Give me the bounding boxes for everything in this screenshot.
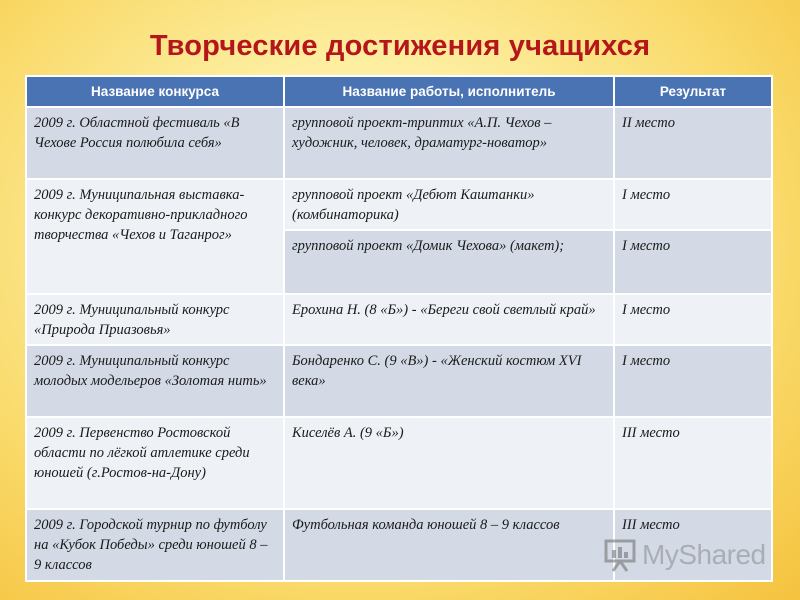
result-cell: I место [614, 179, 772, 230]
header-contest: Название конкурса [26, 76, 284, 107]
contest-cell: 2009 г. Муниципальный конкурс молодых модельеров «Золотая нить» [26, 345, 284, 417]
work-cell: Ерохина Н. (8 «Б») - «Береги свой светлый край» [284, 294, 614, 345]
result-cell: III место [614, 509, 772, 581]
result-cell: III место [614, 417, 772, 509]
result-cell: I место [614, 294, 772, 345]
achievements-table [25, 75, 773, 582]
table-row [26, 345, 772, 417]
work-cell: Бондаренко С. (9 «В») - «Женский костюм XVI века» [284, 345, 614, 417]
result-cell: II место [614, 107, 772, 179]
presentation-board-icon [604, 538, 636, 572]
table-row [26, 179, 772, 230]
contest-cell: 2009 г. Областной фестиваль «В Чехове Россия полюбила себя» [26, 107, 284, 179]
header-work: Название работы, исполнитель [284, 76, 614, 107]
table-header-row [26, 76, 772, 107]
table-row [26, 294, 772, 345]
page-title: Творческие достижения учащихся [149, 30, 651, 62]
work-cell: групповой проект «Домик Чехова» (макет); [284, 230, 614, 294]
table-row [26, 417, 772, 509]
header-result: Результат [614, 76, 772, 107]
contest-cell: 2009 г. Первенство Ростовской области по лёгкой атлетике среди юношей (г.Ростов-на-Дону) [26, 417, 284, 509]
watermark-text: MyShared [642, 539, 766, 570]
work-cell: Киселёв А. (9 «Б») [284, 417, 614, 509]
contest-cell: 2009 г. Городской турнир по футболу на «Кубок Победы» среди юношей 8 – 9 классов [26, 509, 284, 581]
work-cell: групповой проект-триптих «А.П. Чехов – художник, человек, драматург-новатор» [284, 107, 614, 179]
result-cell: I место [614, 230, 772, 294]
contest-cell: 2009 г. Муниципальный конкурс «Природа Приазовья» [26, 294, 284, 345]
contest-cell: 2009 г. Муниципальная выставка-конкурс декоративно-прикладного творчества «Чехов и Таганрог» [26, 179, 284, 294]
work-cell: групповой проект «Дебют Каштанки» (комбинаторика) [284, 179, 614, 230]
table-row [26, 107, 772, 179]
watermark [604, 535, 766, 575]
work-cell: Футбольная команда юношей 8 – 9 классов [284, 509, 614, 581]
result-cell: I место [614, 345, 772, 417]
